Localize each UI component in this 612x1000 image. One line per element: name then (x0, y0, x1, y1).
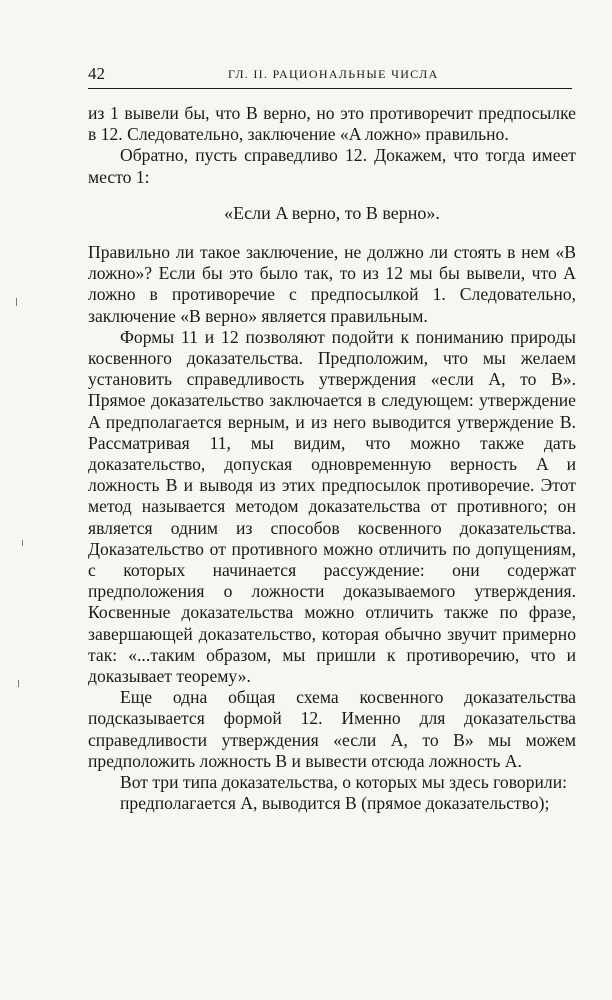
scan-artifact-mark (22, 540, 23, 546)
page-number: 42 (88, 64, 105, 83)
page-header (88, 62, 572, 89)
paragraph-3: Правильно ли такое заключение, не должно ли стоять в нем «B ложно»? Если бы это было так, то из 12 мы бы вывели, что A ложно в противоречие с предпосылкой 1. Следовательно, заключение «B верно» является правильным. (88, 242, 576, 326)
paragraph-7: предполагается A, выводится B (прямое доказательство); (120, 793, 550, 814)
scan-artifact-mark (16, 298, 17, 306)
paragraph-4: Формы 11 и 12 позволяют подойти к пониманию природы косвенного доказательства. Предположим, что мы желаем установить справедливость утверждения «если A, то B». Прямое доказательство заключается в следующем: утверждение A предполагается верным, и из него выводится утверждение B. Рассматривая 11, мы видим, что можно также дать доказательство, допуская одновременную верность A и ложность B и выводя из этих предпосылок противоречие. Этот метод называется методом доказательства от противного; он является одним из способов косвенного доказательства. Доказательство от противного можно отличить по допущениям, с которых начинается рассуждение: они содержат предположения о ложности доказываемого утверждения. Косвенные доказательства можно отличить также по фразе, завершающей доказательство, которая обычно звучит примерно так: «...таким образом, мы пришли к противоречию, что и доказывает теорему». (88, 326, 576, 687)
scan-artifact-mark (18, 680, 19, 687)
paragraph-2: Обратно, пусть справедливо 12. Докажем, что тогда имеет место 1: (88, 145, 576, 187)
running-head: ГЛ. II. РАЦИОНАЛЬНЫЕ ЧИСЛА (228, 67, 439, 81)
paragraph-1: из 1 вывели бы, что B верно, но это противоречит предпосылке в 12. Следовательно, заключение «A ложно» правильно. (88, 103, 576, 145)
page-body (88, 103, 576, 815)
paragraph-6: Вот три типа доказательства, о которых мы здесь говорили: (120, 772, 567, 793)
centered-quote: «Если A верно, то B верно». (224, 202, 440, 223)
paragraph-5: Еще одна общая схема косвенного доказательства подсказывается формой 12. Именно для доказательства справедливости утверждения «если A, то B» мы можем предположить ложность B и вывести отсюда ложность A. (88, 687, 576, 771)
